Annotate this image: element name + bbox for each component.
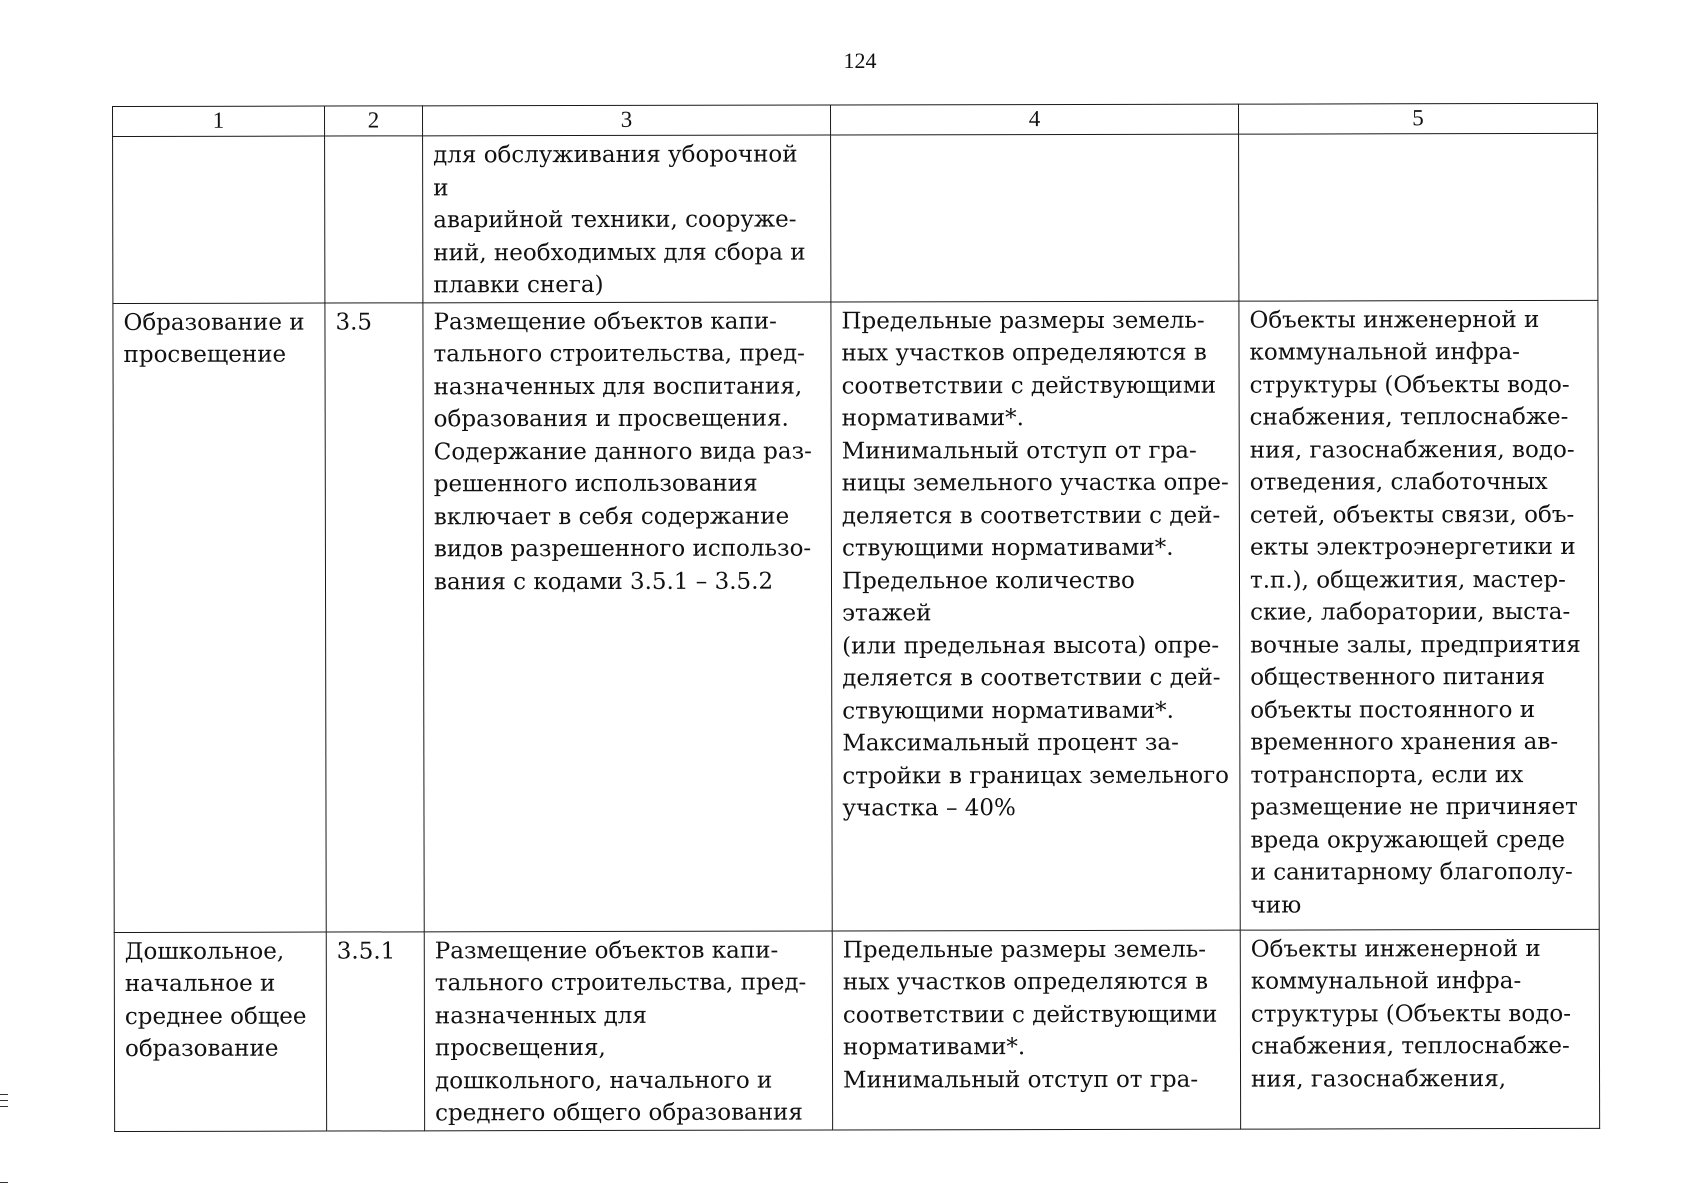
column-header-5: 5: [1238, 103, 1597, 134]
cell-auxiliary-uses: Объекты инженерной и коммунальной инфра- структуры (Объекты водо- снабжения, теплоснабже- ния, газоснабжения,: [1240, 929, 1599, 1129]
scan-margin-mark: [0, 1182, 8, 1183]
column-header-2: 2: [325, 106, 423, 136]
cell-auxiliary-uses: [1239, 133, 1598, 300]
column-header-3: 3: [423, 105, 831, 136]
cell-use-name: [113, 136, 325, 303]
cell-use-parameters: [831, 134, 1239, 301]
scan-margin-mark: [0, 1106, 8, 1107]
cell-use-parameters: Предельные размеры земель- ных участков определяются в соответствии с действующими нормативами*. Минимальный отступ от гра-: [832, 930, 1240, 1130]
column-header-1: 1: [113, 106, 325, 136]
cell-use-code: [325, 136, 423, 303]
cell-use-code: 3.5: [325, 302, 424, 931]
table-row: [113, 133, 1598, 303]
cell-use-name: Образование и просвещение: [113, 303, 326, 932]
cell-use-description: для обслуживания уборочной и аварийной техники, сооруже- ний, необходимых для сбора и плавки снега): [423, 135, 831, 302]
table-row: [114, 929, 1599, 1131]
scan-margin-mark: [0, 1100, 8, 1101]
page-number: 124: [843, 48, 877, 73]
column-header-4: 4: [830, 104, 1238, 135]
cell-use-parameters: Предельные размеры земель- ных участков определяются в соответствии с действующими нормативами*. Минимальный отступ от гра- ницы земельного участка опре- деляется в соответствии с дей- ствующими нормативами*. Предельное количество этажей (или предельная высота) опре- деляется в соответствии с дей- ствующими нормативами*. Максимальный процент за- стройки в границах земельного участка – 40%: [831, 301, 1240, 931]
scan-margin-mark: [0, 1094, 8, 1095]
cell-use-code: 3.5.1: [326, 931, 424, 1130]
cell-auxiliary-uses: Объекты инженерной и коммунальной инфра- структуры (Объекты водо- снабжения, теплоснабже- ния, газоснабжения, водо- отведения, слаботочных сетей, объекты связи, объ- екты электроэнергетики и т.п.), общежития, мастер- ские, лаборатории, выста- вочные залы, предприятия общественного питания объекты постоянного и временного хранения ав- тотранспорта, если их размещение не причиняет вреда окружающей среде и санитарному благополу- чию: [1239, 300, 1599, 930]
table-row: [113, 300, 1599, 932]
cell-use-description: Размещение объектов капи- тального строительства, пред- назначенных для воспитания, образования и просвещения. Содержание данного вида раз- решенного использования включает в себя содержание видов разрешенного использо- вания с кодами 3.5.1 – 3.5.2: [423, 301, 832, 931]
cell-use-description: Размещение объектов капи- тального строительства, пред- назначенных для просвещения, дошкольного, начального и среднего общего образования: [424, 930, 832, 1130]
land-use-table: [112, 103, 1600, 1132]
cell-use-name: Дошкольное, начальное и среднее общее образование: [114, 932, 326, 1131]
table-header-row: [113, 103, 1598, 136]
